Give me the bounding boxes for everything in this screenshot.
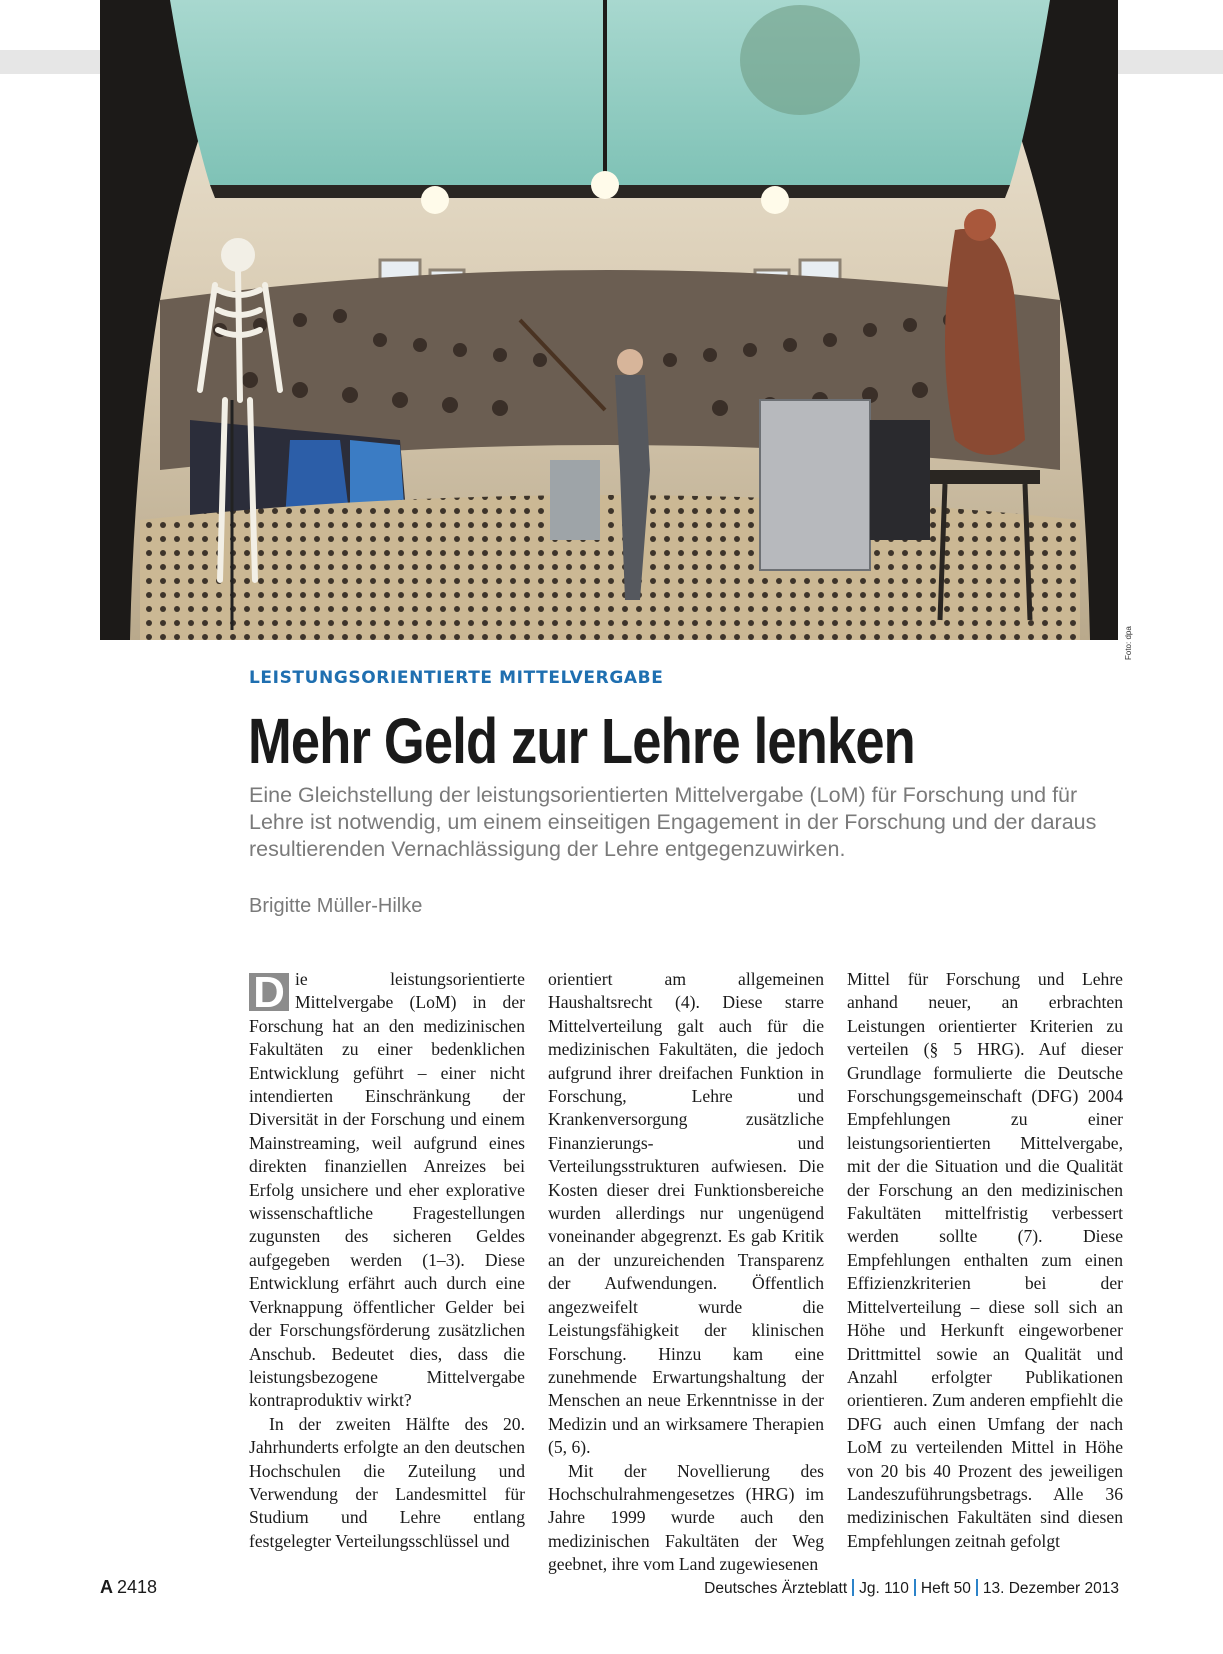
edition-letter: A bbox=[100, 1577, 113, 1597]
paragraph: orientiert am allgemeinen Haushaltsrecht (4). Diese starre Mittelverteilung galt auch für die medizinischen Fakultäten, die jedoch aufgrund ihrer dreifachen Funktion in Forschung, Lehre und Krankenversorgung zusätzliche Finanzierungs- und Verteilungsstrukturen aufwiesen. Die Kosten dieser drei Funktionsbereiche wurden allerdings nur ungenügend voneinander abgegrenzt. Es gab Kritik an der unzureichenden Transparenz der Aufwendungen. Öffentlich angezweifelt wurde die Leistungsfähigkeit der klinischen Forschung. Hinzu kam eine zunehmende Erwartungshaltung der Menschen an neue Erkenntnisse in der Medizin und an wirksamere Therapien (5, 6). bbox=[548, 969, 824, 1458]
dropcap: D bbox=[249, 973, 289, 1011]
article-author: Brigitte Müller-Hilke bbox=[249, 895, 423, 917]
text-column-2 bbox=[548, 968, 824, 1577]
separator bbox=[914, 1579, 916, 1596]
top-band-left bbox=[0, 50, 100, 74]
separator bbox=[852, 1579, 854, 1596]
paragraph: Mit der Novellierung des Hochschulrahmengesetzes (HRG) im Jahre 1999 wurde auch den medizinischen Fakultäten der Weg geebnet, ihre vom Land zugewiesenen bbox=[548, 1460, 824, 1575]
journal-issue: Heft 50 bbox=[920, 1580, 971, 1597]
top-band-right bbox=[1118, 50, 1223, 74]
article-lead: Eine Gleichstellung der leistungsorientierten Mittelvergabe (LoM) für Forschung und für Lehre ist notwendig, um einem einseitigen Engagement in der Forschung und der daraus resultierenden Vernachlässigung der Lehre entgegenzuwirken. bbox=[249, 783, 1097, 861]
page-number-value: 2418 bbox=[117, 1577, 158, 1597]
journal-name: Deutsches Ärzteblatt bbox=[704, 1580, 848, 1597]
text-column-3 bbox=[847, 968, 1123, 1553]
journal-footer bbox=[704, 1579, 1119, 1598]
lecture-hall-photo bbox=[100, 0, 1118, 640]
paragraph-text: ie leistungsorientierte Mittelvergabe (LoM) in der Forschung hat an den medizinischen Fakultäten zu einer bedenklichen Entwicklung geführt – einer nicht intendierten Einschränkung der Diversität in der Forschung und einem Mainstreaming, weil aufgrund eines direkten finanziellen Anreizes bei Erfolg unsichere und eher explorative wissenschaftliche Fragestellungen zugunsten des sicheren Geldes aufgegeben werden (1–3). Diese Entwicklung erfährt auch durch eine Verknappung öffentlicher Gelder bei der Forschungsförderung zusätzlichen Anschub. Bedeutet dies, dass die leistungsbezogene Mittelvergabe kontraproduktiv wirkt? bbox=[249, 969, 525, 1411]
page-number bbox=[100, 1577, 157, 1598]
paragraph: Mittel für Forschung und Lehre anhand neuer, an erbrachten Leistungen orientierter Kriterien zu verteilen (§ 5 HRG). Auf dieser Grundlage formulierte die Deutsche Forschungsgemeinschaft (DFG) 2004 Empfehlungen zu einer leistungsorientierten Mittelvergabe, mit der die Situation und die Qualität der Forschung an den medizinischen Fakultäten mittelfristig verbessert werden sollte (7). Diese Empfehlungen enthalten zum einen Effizienzkriterien bei der Mittelverteilung – diese soll sich an Höhe und Herkunft eingeworbener Drittmittel sowie an Qualität und Anzahl erfolgter Publikationen orientieren. Zum anderen empfiehlt die DFG auch einen Umfang der nach LoM zu verteilenden Mittel in Höhe von 20 bis 40 Prozent des jeweiligen Landeszuführungsbetrags. Alle 36 medizinischen Fakultäten sind diesen Empfehlungen zeitnah gefolgt bbox=[847, 969, 1124, 1551]
text-column-1 bbox=[249, 968, 525, 1553]
paragraph bbox=[249, 968, 525, 1413]
journal-date: 13. Dezember 2013 bbox=[982, 1580, 1119, 1597]
journal-volume: Jg. 110 bbox=[859, 1580, 909, 1597]
article-title: Mehr Geld zur Lehre lenken bbox=[248, 705, 915, 777]
photo-credit: Foto: dpa bbox=[1124, 626, 1133, 660]
article-kicker: LEISTUNGSORIENTIERTE MITTELVERGABE bbox=[249, 668, 664, 688]
separator bbox=[976, 1579, 978, 1596]
paragraph: In der zweiten Hälfte des 20. Jahrhunderts erfolgte an den deutschen Hochschulen die Zuteilung und Verwendung der Landesmittel für Studium und Lehre entlang festgelegter Verteilungsschlüssel und bbox=[249, 1413, 525, 1551]
